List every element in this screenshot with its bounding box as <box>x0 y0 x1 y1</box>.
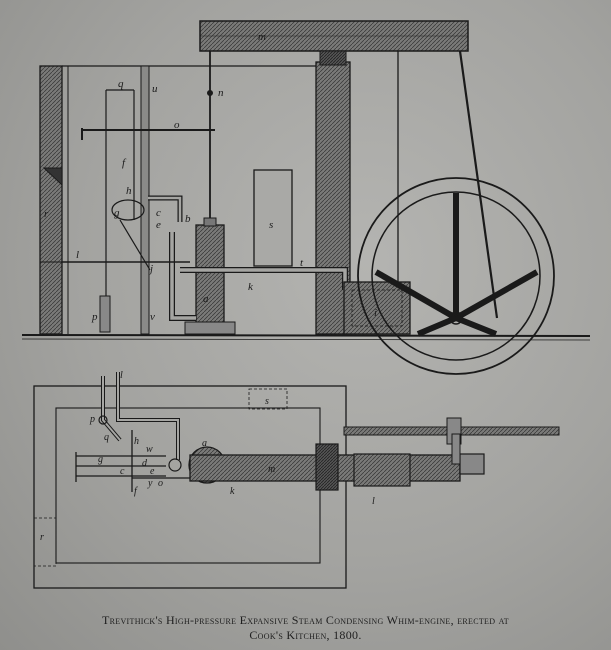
plan-inner-border <box>56 408 320 563</box>
plan-view <box>34 372 559 588</box>
plan-label-l-top: l <box>120 370 123 381</box>
plan-label-m: m <box>268 464 276 475</box>
label-h: h <box>126 185 132 197</box>
label-o: o <box>174 119 180 131</box>
label-s: s <box>269 219 274 231</box>
plan-label-f: f <box>134 486 137 497</box>
plan-label-p: p <box>90 414 95 425</box>
label-f: f <box>122 157 126 169</box>
label-l: l <box>76 249 80 261</box>
label-q: q <box>118 78 124 90</box>
plan-label-e: e <box>150 466 155 477</box>
plan-label-a: a <box>202 438 207 449</box>
plan-label-w: w <box>146 444 153 455</box>
cylinder-a <box>196 225 224 325</box>
label-j: j <box>150 263 154 275</box>
figure-caption-line-1: Trevithick's High-pressure Expansive Steam Condensing Whim-engine, erected at <box>102 613 509 627</box>
label-c: c <box>156 207 161 219</box>
plan-label-c: c <box>120 466 125 477</box>
label-b: b <box>185 213 191 225</box>
label-m: m <box>258 31 266 43</box>
plan-label-k: k <box>230 486 235 497</box>
elevation-view <box>22 21 590 374</box>
plan-label-s: s <box>265 396 269 407</box>
label-n: n <box>218 87 224 99</box>
label-g: g <box>114 207 120 219</box>
plan-label-g: g <box>98 454 103 465</box>
plan-label-d: d <box>142 458 147 469</box>
label-i: i <box>374 307 378 319</box>
label-p: p <box>92 311 98 323</box>
upright-post <box>141 66 149 334</box>
plan-label-l-bottom: l <box>372 496 375 507</box>
plan-label-o: o <box>158 478 163 489</box>
label-v: v <box>150 311 155 323</box>
feed-tank-s <box>254 170 292 266</box>
label-t: t <box>300 257 304 269</box>
flywheel <box>358 178 554 374</box>
plan-label-y: y <box>148 478 153 489</box>
figure-caption-line-2: Cook's Kitchen, 1800. <box>249 628 362 642</box>
label-e: e <box>156 219 161 231</box>
label-a: a <box>203 293 209 305</box>
ground-line <box>22 335 590 336</box>
label-k: k <box>248 281 253 293</box>
label-r: r <box>44 208 49 220</box>
plan-label-q: q <box>104 432 109 443</box>
plan-outer-border <box>34 386 346 588</box>
plan-label-h: h <box>134 436 139 447</box>
label-u: u <box>152 83 158 95</box>
plan-label-r: r <box>40 532 44 543</box>
wall-r <box>40 66 62 334</box>
